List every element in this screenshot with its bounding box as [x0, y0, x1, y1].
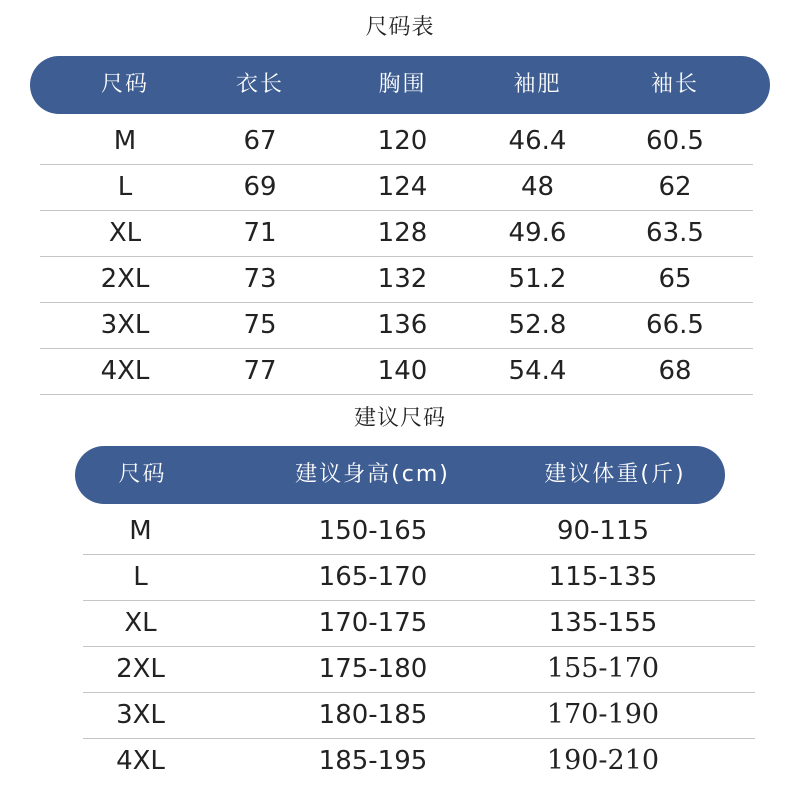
- cell-size: 2XL: [100, 264, 150, 294]
- cell-sleeve-width: 49.6: [508, 218, 567, 248]
- table-row: [83, 692, 755, 739]
- recommend-chart-table: [83, 508, 755, 784]
- cell-sleeve-length: 63.5: [646, 218, 704, 248]
- cell-length: 77: [243, 356, 277, 386]
- cell-height: 165-170: [318, 562, 428, 592]
- cell-sleeve-length: 65: [658, 264, 692, 294]
- cell-length: 67: [243, 126, 277, 156]
- table-row: [40, 164, 753, 211]
- cell-sleeve-length: 68: [658, 356, 692, 386]
- cell-sleeve-width: 46.4: [508, 126, 567, 156]
- table-row: [83, 600, 755, 647]
- cell-size: 3XL: [116, 700, 165, 730]
- cell-sleeve-width: 52.8: [508, 310, 567, 340]
- cell-weight: 155-170: [546, 653, 660, 684]
- cell-weight: 90-115: [556, 516, 650, 546]
- header-sleeve-length: 袖长: [650, 72, 699, 97]
- cell-size: L: [133, 562, 148, 592]
- cell-size: M: [129, 516, 152, 546]
- table-row: [83, 646, 755, 693]
- cell-sleeve-width: 48: [520, 172, 555, 202]
- table-row: [40, 256, 753, 303]
- cell-size: 2XL: [116, 654, 165, 684]
- cell-size: XL: [124, 608, 157, 638]
- cell-sleeve-width: 51.2: [508, 264, 567, 294]
- cell-sleeve-length: 62: [658, 172, 692, 202]
- recommend-chart-header: [75, 446, 725, 504]
- cell-length: 75: [243, 310, 277, 340]
- cell-size: 3XL: [100, 310, 150, 340]
- header-sleeve-width: 袖肥: [513, 72, 562, 97]
- cell-height: 170-175: [318, 608, 428, 638]
- cell-chest: 132: [377, 264, 428, 294]
- cell-sleeve-length: 66.5: [646, 310, 704, 340]
- cell-size: M: [113, 126, 137, 156]
- cell-weight: 135-155: [548, 608, 658, 638]
- table-row: [40, 210, 753, 257]
- cell-weight: 190-210: [546, 745, 660, 776]
- size-chart-title: 尺码表: [365, 15, 435, 40]
- table-row: [83, 508, 755, 555]
- header-weight: 建议体重(斤): [544, 462, 686, 487]
- header-height: 建议身高(cm): [295, 462, 450, 487]
- cell-size: L: [117, 172, 133, 202]
- table-row: [83, 738, 755, 784]
- table-row: [83, 554, 755, 601]
- cell-chest: 140: [377, 356, 428, 386]
- table-row: [40, 302, 753, 349]
- cell-sleeve-length: 60.5: [646, 126, 704, 156]
- cell-height: 175-180: [318, 654, 428, 684]
- cell-chest: 120: [377, 126, 428, 156]
- cell-length: 73: [243, 264, 277, 294]
- size-chart-header: [30, 56, 770, 114]
- cell-weight: 115-135: [548, 562, 658, 592]
- header-length: 衣长: [235, 72, 284, 97]
- header-size: 尺码: [100, 72, 149, 97]
- table-row: [40, 348, 753, 395]
- cell-length: 69: [243, 172, 277, 202]
- header-size: 尺码: [118, 462, 167, 487]
- cell-size: 4XL: [100, 356, 150, 386]
- cell-weight: 170-190: [546, 699, 660, 730]
- cell-size: 4XL: [116, 746, 165, 776]
- cell-height: 180-185: [318, 700, 428, 730]
- cell-height: 150-165: [318, 516, 428, 546]
- cell-sleeve-width: 54.4: [508, 356, 567, 386]
- cell-length: 71: [243, 218, 277, 248]
- cell-height: 185-195: [318, 746, 428, 776]
- cell-chest: 136: [377, 310, 428, 340]
- cell-size: XL: [108, 218, 142, 248]
- recommend-chart-title: 建议尺码: [353, 406, 446, 431]
- cell-chest: 128: [377, 218, 428, 248]
- header-chest: 胸围: [378, 72, 427, 97]
- size-chart-table: [40, 118, 753, 394]
- cell-chest: 124: [377, 172, 428, 202]
- table-row: [40, 118, 753, 165]
